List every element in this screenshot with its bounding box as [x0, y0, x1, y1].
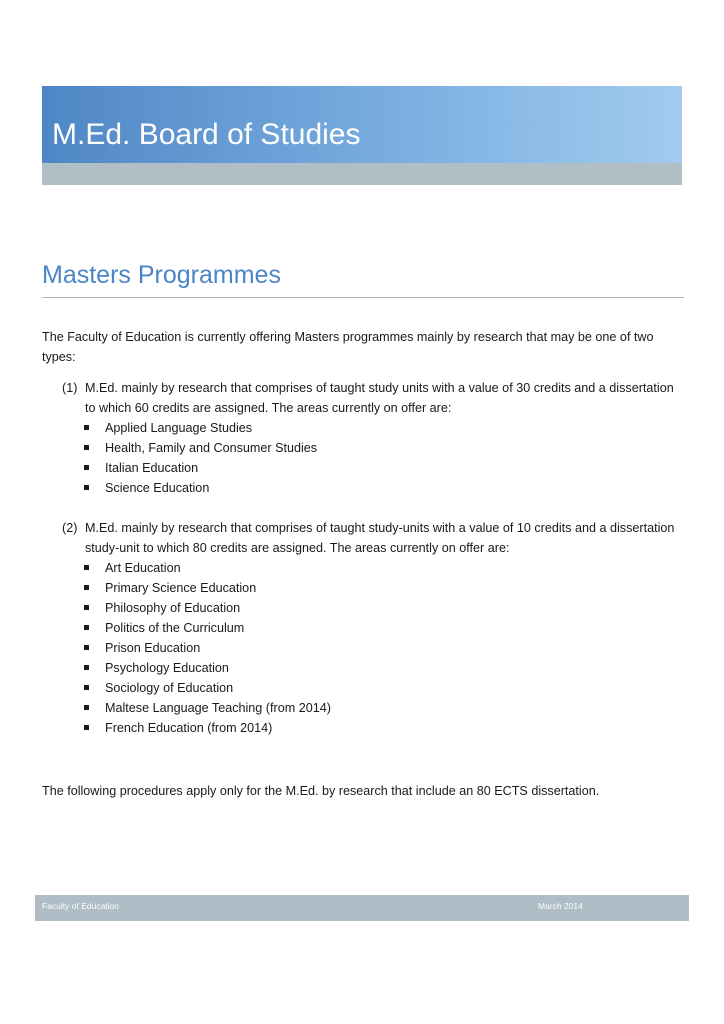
area-list-item: [62, 638, 682, 658]
area-list: [62, 418, 682, 498]
programme-item-text: M.Ed. mainly by research that comprises of taught study-units with a value of 10 credits and a dissertation study-unit to which 80 credits are assigned. The areas currently on offer are:: [85, 521, 675, 555]
area-label: Sociology of Education: [105, 681, 234, 695]
area-list-item: [62, 438, 682, 458]
section-heading: Masters Programmes: [42, 261, 281, 289]
bullet-square-icon: [84, 645, 89, 650]
bullet-square-icon: [84, 565, 89, 570]
closing-paragraph: The following procedures apply only for the M.Ed. by research that include an 80 ECTS dissertation.: [42, 784, 600, 798]
footer-faculty: Faculty of Education: [42, 901, 120, 911]
bullet-square-icon: [84, 485, 89, 490]
area-list-item: [62, 418, 682, 438]
bullet-square-icon: [84, 665, 89, 670]
footer-date: March 2014: [538, 901, 583, 911]
bullet-square-icon: [84, 705, 89, 710]
area-label: Primary Science Education: [105, 581, 257, 595]
area-list-item: [62, 718, 682, 738]
area-label: Italian Education: [105, 461, 199, 475]
area-list-item: [62, 578, 682, 598]
title-banner-strip: [42, 163, 682, 185]
programme-item-text: M.Ed. mainly by research that comprises of taught study units with a value of 30 credits and a dissertation to which 60 credits are assigned. The areas currently on offer are:: [85, 381, 674, 415]
programme-item-number: (1): [62, 381, 78, 395]
area-list-item: [62, 678, 682, 698]
area-list-item: [62, 598, 682, 618]
bullet-square-icon: [84, 425, 89, 430]
programme-item-2: [62, 518, 682, 738]
programme-item-number: (2): [62, 521, 78, 535]
area-label: Health, Family and Consumer Studies: [105, 441, 318, 455]
area-list-item: [62, 658, 682, 678]
bullet-square-icon: [84, 725, 89, 730]
area-list-item: [62, 478, 682, 498]
programme-item-1: [62, 378, 682, 498]
area-list-item: [62, 458, 682, 478]
area-label: Art Education: [105, 561, 181, 575]
intro-paragraph: The Faculty of Education is currently offering Masters programmes mainly by research that may be one of two types:: [42, 330, 654, 364]
area-list-item: [62, 618, 682, 638]
bullet-square-icon: [84, 685, 89, 690]
area-list-item: [62, 558, 682, 578]
area-list: [62, 558, 682, 738]
area-label: Maltese Language Teaching (from 2014): [105, 701, 331, 715]
bullet-square-icon: [84, 625, 89, 630]
bullet-square-icon: [84, 585, 89, 590]
title-banner: [42, 86, 682, 163]
area-label: Politics of the Curriculum: [105, 621, 245, 635]
document-title: M.Ed. Board of Studies: [52, 118, 361, 151]
area-list-item: [62, 698, 682, 718]
area-label: Psychology Education: [105, 661, 229, 675]
bullet-square-icon: [84, 605, 89, 610]
area-label: Applied Language Studies: [105, 421, 253, 435]
page-footer: [35, 895, 689, 921]
area-label: French Education (from 2014): [105, 721, 273, 735]
section-divider: [42, 297, 684, 298]
bullet-square-icon: [84, 445, 89, 450]
area-label: Philosophy of Education: [105, 601, 241, 615]
area-label: Prison Education: [105, 641, 201, 655]
area-label: Science Education: [105, 481, 210, 495]
bullet-square-icon: [84, 465, 89, 470]
